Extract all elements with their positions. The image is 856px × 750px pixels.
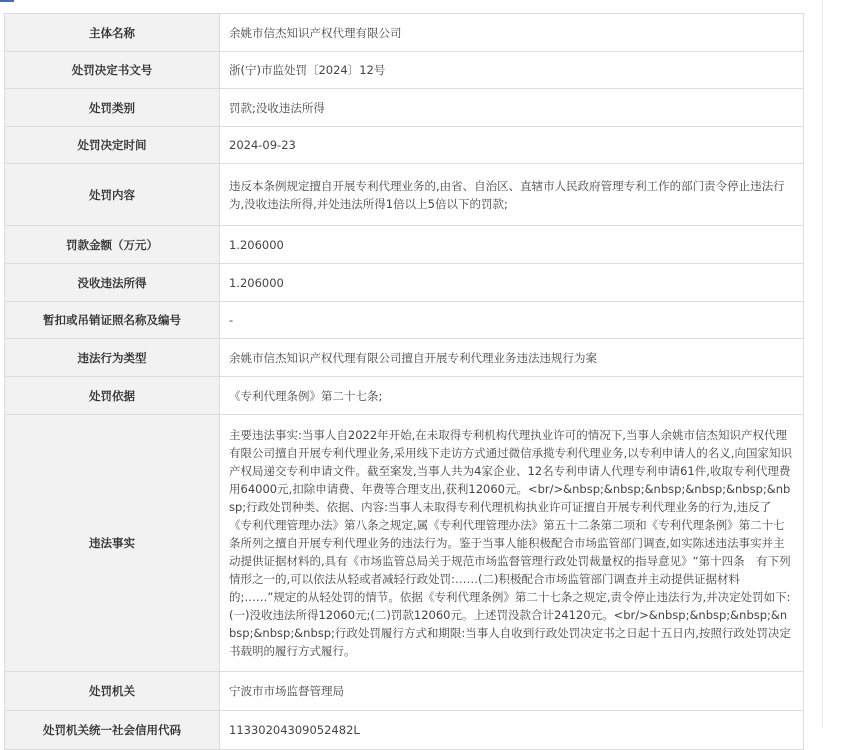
row-value-violation-type: 余姚市信杰知识产权代理有限公司擅自开展专利代理业务违法违规行为案 [220,339,804,377]
row-value-penalty-authority: 宁波市市场监督管理局 [220,672,804,711]
row-value-penalty-category: 罚款;没收违法所得 [220,89,804,127]
table-row [5,226,804,264]
row-value-violation-facts: 主要违法事实:当事人自2022年开始,在未取得专利机构代理执业许可的情况下,当事人余姚市信杰知识产权代理有限公司擅自开展专利代理业务,采用线下走访方式通过微信承揽专利代理业务,以专利申请人的名义,向国家知识产权局递交专利申请文件。截至案发,当事人共为4家企业、12名专利申请人代理专利申请61件,收取专利代理费用64000元,扣除申请费、年费等合理支出,获利12060元。<br/>&nbsp;&nbsp;&nbsp;&nbsp;&nbsp;&nbsp;行政处罚种类、依据、内容:当事人未取得专利代理机构执业许可证擅自开展专利代理业务的行为,违反了《专利代理管理办法》第八条之规定,属《专利代理管理办法》第五十二条第二项和《专利代理条例》第二十七条所列之擅自开展专利代理业务的违法行为。鉴于当事人能积极配合市场监管部门调查,如实陈述违法事实并主动提供证据材料的,具有《市场监管总局关于规范市场监督管理行政处罚裁量权的指导意见》“第十四条 有下列情形之一的,可以依法从轻或者减轻行政处罚:……(二)积极配合市场监管部门调查并主动提供证据材料的;……”规定的从轻处罚的情节。依据《专利代理条例》第二十七条之规定,责令停止违法行为,并决定处罚如下:(一)没收违法所得12060元;(二)罚款12060元。上述罚没款合计24120元。<br/>&nbsp;&nbsp;&nbsp;&nbsp;&nbsp;&nbsp;行政处罚履行方式和期限:当事人自收到行政处罚决定书之日起十五日内,按照行政处罚决定书载明的履行方式履行。 [220,415,804,672]
row-value-penalty-basis: 《专利代理条例》第二十七条; [220,377,804,415]
row-value-penalty-content: 违反本条例规定擅自开展专利代理业务的,由省、自治区、直辖市人民政府管理专利工作的部门责令停止违法行为,没收违法所得,并处违法所得1倍以上5倍以下的罚款; [220,164,804,226]
row-label-subject-name: 主体名称 [5,14,220,52]
row-label-license-revoked: 暂扣或吊销证照名称及编号 [5,302,220,339]
row-label-penalty-basis: 处罚依据 [5,377,220,415]
table-row [5,377,804,415]
row-label-penalty-content: 处罚内容 [5,164,220,226]
table-row [5,264,804,302]
row-value-fine-amount: 1.206000 [220,226,804,264]
table-row [5,339,804,377]
row-value-authority-credit-code: 11330204309052482L [220,711,804,750]
row-label-violation-type: 违法行为类型 [5,339,220,377]
table-row [5,672,804,711]
table-row [5,127,804,164]
row-label-authority-credit-code: 处罚机关统一社会信用代码 [5,711,220,750]
table-row [5,164,804,226]
row-value-decision-date: 2024-09-23 [220,127,804,164]
page-divider [822,0,823,728]
table-row [5,302,804,339]
row-value-license-revoked: - [220,302,804,339]
row-label-fine-amount: 罚款金额（万元） [5,226,220,264]
table-row [5,415,804,672]
table-row [5,711,804,750]
row-label-decision-number: 处罚决定书文号 [5,52,220,89]
row-label-violation-facts: 违法事实 [5,415,220,672]
table-row [5,52,804,89]
row-label-confiscated-income: 没收违法所得 [5,264,220,302]
penalty-info-table [4,13,804,750]
table-row [5,14,804,52]
row-label-penalty-category: 处罚类别 [5,89,220,127]
row-value-subject-name: 余姚市信杰知识产权代理有限公司 [220,14,804,52]
corner-accent [0,0,14,2]
row-label-penalty-authority: 处罚机关 [5,672,220,711]
row-label-decision-date: 处罚决定时间 [5,127,220,164]
row-value-confiscated-income: 1.206000 [220,264,804,302]
table-row [5,89,804,127]
row-value-decision-number: 浙(宁)市监处罚〔2024〕12号 [220,52,804,89]
